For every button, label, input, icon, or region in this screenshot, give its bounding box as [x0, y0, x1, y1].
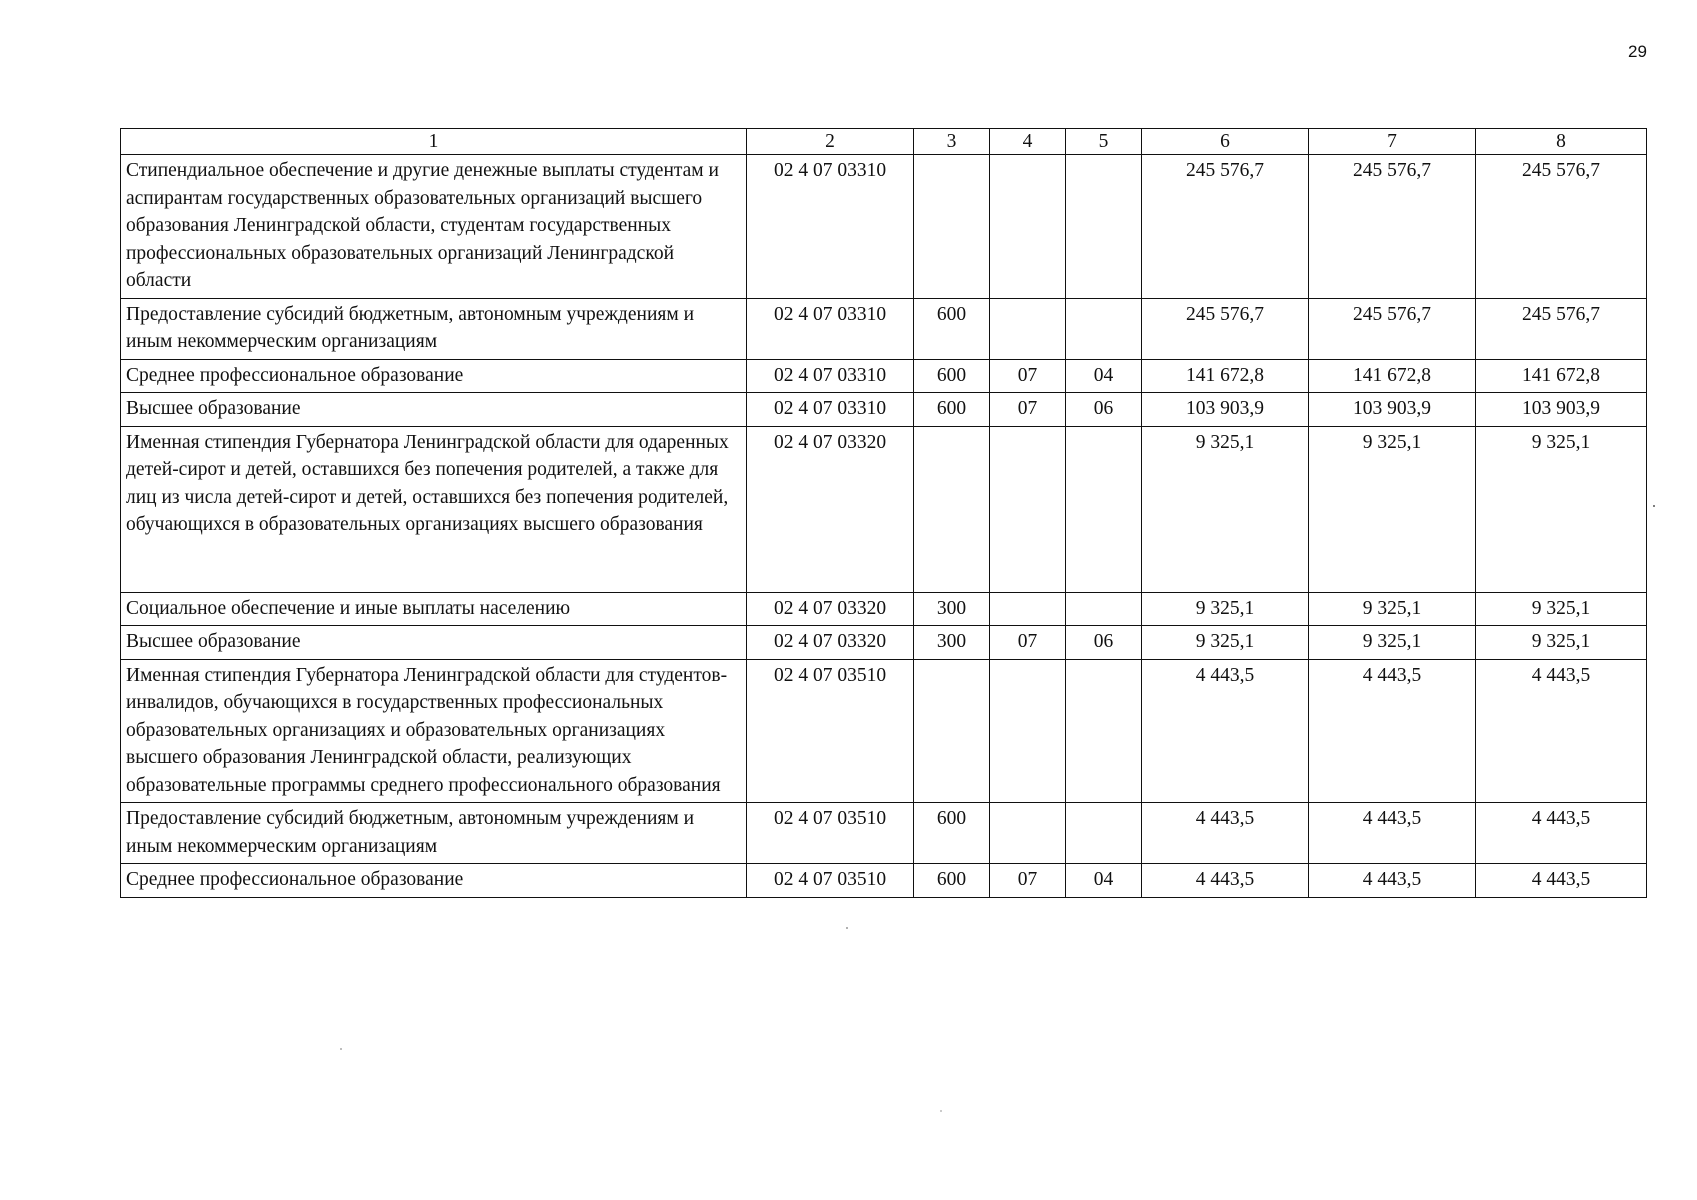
row-amount-6: 9 325,1: [1142, 426, 1309, 592]
row-name: Именная стипендия Губернатора Ленинградской области для одаренных детей-сирот и детей, оставшихся без попечения родителей, а также для лиц из числа детей-сирот и детей, оставшихся без попечения родителей, обучающихся в образовательных организациях высшего образования: [121, 426, 747, 592]
row-amount-6: 245 576,7: [1142, 298, 1309, 359]
row-col4: 07: [990, 864, 1066, 898]
row-amount-6: 4 443,5: [1142, 659, 1309, 803]
row-col4: 07: [990, 393, 1066, 427]
row-name: Предоставление субсидий бюджетным, автономным учреждениям и иным некоммерческим организациям: [121, 298, 747, 359]
table-row: [121, 864, 1647, 898]
table-row: [121, 155, 1647, 299]
row-amount-7: 245 576,7: [1309, 155, 1476, 299]
row-amount-6: 245 576,7: [1142, 155, 1309, 299]
scan-speck: [846, 927, 848, 929]
table-row: [121, 592, 1647, 626]
row-code: 02 4 07 03510: [747, 864, 914, 898]
row-amount-8: 245 576,7: [1476, 155, 1647, 299]
row-amount-6: 9 325,1: [1142, 592, 1309, 626]
row-name: Именная стипендия Губернатора Ленинградской области для студентов-инвалидов, обучающихся в государственных профессиональных образовательных организациях и образовательных организациях высшего образования Ленинградской области, реализующих образовательные программы среднего профессионального образования: [121, 659, 747, 803]
table-row: [121, 659, 1647, 803]
row-name: Предоставление субсидий бюджетным, автономным учреждениям и иным некоммерческим организациям: [121, 803, 747, 864]
row-amount-6: 141 672,8: [1142, 359, 1309, 393]
row-amount-8: 141 672,8: [1476, 359, 1647, 393]
row-col3: [914, 659, 990, 803]
header-cell: 8: [1476, 129, 1647, 155]
row-name: Социальное обеспечение и иные выплаты населению: [121, 592, 747, 626]
row-amount-8: 245 576,7: [1476, 298, 1647, 359]
row-name: Высшее образование: [121, 393, 747, 427]
row-amount-8: 103 903,9: [1476, 393, 1647, 427]
page-number: 29: [1628, 42, 1647, 61]
row-amount-8: 9 325,1: [1476, 626, 1647, 660]
row-col3: [914, 426, 990, 592]
row-col4: [990, 298, 1066, 359]
table-header: [121, 129, 1647, 155]
row-col4: 07: [990, 626, 1066, 660]
row-amount-7: 9 325,1: [1309, 592, 1476, 626]
row-col3: 300: [914, 626, 990, 660]
table-row: [121, 393, 1647, 427]
row-amount-6: 103 903,9: [1142, 393, 1309, 427]
row-code: 02 4 07 03320: [747, 426, 914, 592]
table-row: [121, 626, 1647, 660]
header-cell: 2: [747, 129, 914, 155]
row-amount-7: 4 443,5: [1309, 803, 1476, 864]
row-col4: 07: [990, 359, 1066, 393]
row-amount-7: 9 325,1: [1309, 426, 1476, 592]
row-col3: 600: [914, 393, 990, 427]
header-cell: 4: [990, 129, 1066, 155]
row-col5: 04: [1066, 864, 1142, 898]
row-col5: [1066, 426, 1142, 592]
row-amount-7: 245 576,7: [1309, 298, 1476, 359]
row-code: 02 4 07 03310: [747, 298, 914, 359]
row-code: 02 4 07 03310: [747, 155, 914, 299]
row-amount-8: 9 325,1: [1476, 426, 1647, 592]
header-row: [121, 129, 1647, 155]
header-cell: 5: [1066, 129, 1142, 155]
row-name: Высшее образование: [121, 626, 747, 660]
header-cell: 7: [1309, 129, 1476, 155]
row-amount-8: 4 443,5: [1476, 659, 1647, 803]
scan-speck: [940, 1110, 942, 1112]
row-col5: [1066, 803, 1142, 864]
row-col3: 600: [914, 864, 990, 898]
row-amount-7: 4 443,5: [1309, 659, 1476, 803]
row-amount-7: 9 325,1: [1309, 626, 1476, 660]
row-name: Среднее профессиональное образование: [121, 864, 747, 898]
row-col4: [990, 803, 1066, 864]
row-col5: [1066, 155, 1142, 299]
row-code: 02 4 07 03320: [747, 626, 914, 660]
row-amount-6: 9 325,1: [1142, 626, 1309, 660]
row-amount-8: 9 325,1: [1476, 592, 1647, 626]
row-col4: [990, 659, 1066, 803]
row-col3: 600: [914, 298, 990, 359]
table-row: [121, 803, 1647, 864]
row-code: 02 4 07 03320: [747, 592, 914, 626]
row-name: Стипендиальное обеспечение и другие денежные выплаты студентам и аспирантам государственных образовательных организаций высшего образования Ленинградской области, студентам государственных профессиональных образовательных организаций Ленинградской области: [121, 155, 747, 299]
row-col5: 06: [1066, 393, 1142, 427]
header-cell: 3: [914, 129, 990, 155]
row-col5: [1066, 592, 1142, 626]
row-amount-8: 4 443,5: [1476, 803, 1647, 864]
row-col3: 600: [914, 359, 990, 393]
row-code: 02 4 07 03510: [747, 659, 914, 803]
row-amount-7: 4 443,5: [1309, 864, 1476, 898]
row-amount-8: 4 443,5: [1476, 864, 1647, 898]
row-col4: [990, 155, 1066, 299]
row-col5: [1066, 298, 1142, 359]
table-row: [121, 359, 1647, 393]
row-code: 02 4 07 03310: [747, 359, 914, 393]
row-col3: 300: [914, 592, 990, 626]
row-amount-6: 4 443,5: [1142, 864, 1309, 898]
row-amount-7: 141 672,8: [1309, 359, 1476, 393]
row-col4: [990, 592, 1066, 626]
row-amount-6: 4 443,5: [1142, 803, 1309, 864]
budget-table: [120, 128, 1647, 898]
header-cell: 1: [121, 129, 747, 155]
table-row: [121, 298, 1647, 359]
table-row: [121, 426, 1647, 592]
row-col4: [990, 426, 1066, 592]
scan-speck: [340, 1048, 342, 1050]
row-col5: 04: [1066, 359, 1142, 393]
header-cell: 6: [1142, 129, 1309, 155]
table-body: [121, 155, 1647, 898]
scan-speck: [1653, 505, 1655, 507]
row-code: 02 4 07 03310: [747, 393, 914, 427]
row-col5: 06: [1066, 626, 1142, 660]
row-code: 02 4 07 03510: [747, 803, 914, 864]
row-col3: [914, 155, 990, 299]
row-name: Среднее профессиональное образование: [121, 359, 747, 393]
row-col5: [1066, 659, 1142, 803]
row-amount-7: 103 903,9: [1309, 393, 1476, 427]
row-col3: 600: [914, 803, 990, 864]
